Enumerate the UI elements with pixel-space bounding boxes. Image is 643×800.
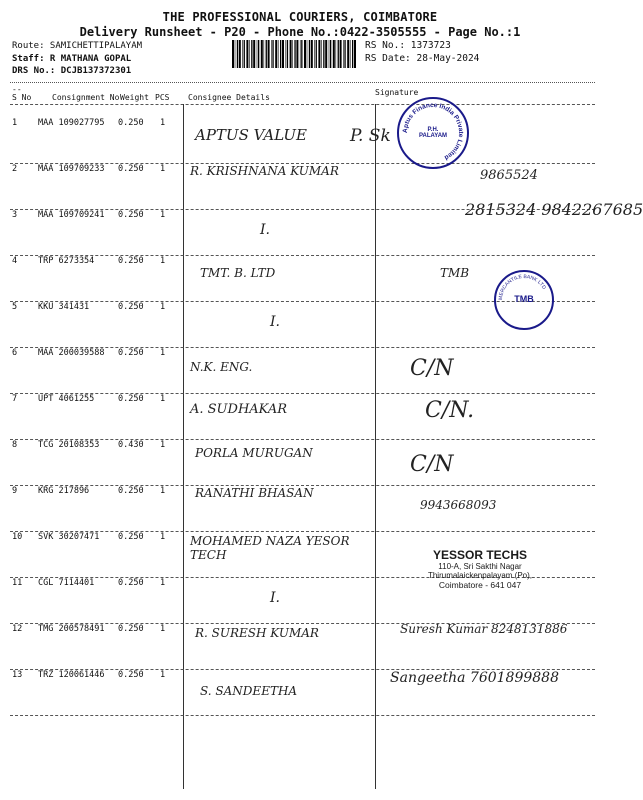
route-text: Route: SAMICHETTIPALAYAM <box>12 41 143 51</box>
barcode-bar <box>268 40 270 68</box>
barcode-bar <box>333 40 335 68</box>
aptus-stamp-center: P.H. PALAYAM <box>418 127 448 139</box>
weight-cell: 0.250 <box>118 302 144 312</box>
yessor-stamp-line2: 110-A, Sri Sakthi Nagar <box>438 562 522 571</box>
barcode-bar <box>272 40 273 68</box>
barcode-bar <box>300 40 301 68</box>
yessor-stamp-line3: Thirumalaickenpalayam (Po), <box>427 571 533 580</box>
column-header-separator <box>10 104 595 105</box>
tmb-stamp <box>494 270 554 330</box>
signature-handwriting: Suresh Kumar 8248131886 <box>400 622 568 636</box>
barcode-bar <box>290 40 292 68</box>
barcode-bar <box>296 40 298 68</box>
barcode-bar <box>311 40 313 68</box>
table-row <box>0 200 643 256</box>
aptus-stamp-ring-text: Aptus Finance India Private Limited <box>401 101 465 162</box>
signature-handwriting: 9865524 <box>480 168 538 183</box>
sno-cell: 2 <box>12 164 18 174</box>
pcs-cell: 1 <box>160 164 166 174</box>
weight-cell: 0.250 <box>118 486 144 496</box>
sno-cell: 1 <box>12 118 18 128</box>
pcs-cell: 1 <box>160 348 166 358</box>
table-row <box>0 348 600 394</box>
sno-cell: 10 <box>12 532 23 542</box>
barcode-bar <box>329 40 330 68</box>
consignee-handwriting: S. SANDEETHA <box>200 684 298 698</box>
sno-cell: 12 <box>12 624 23 634</box>
tmb-stamp-center: TMB <box>514 294 534 304</box>
barcode-bar <box>316 40 317 68</box>
barcode-bar <box>280 40 281 68</box>
barcode-bar <box>266 40 267 68</box>
aptus-stamp <box>397 97 469 169</box>
rs-date-text: RS Date: 28-May-2024 <box>365 52 480 64</box>
sno-cell: 3 <box>12 210 18 220</box>
row-divider <box>10 715 595 716</box>
weight-cell: 0.250 <box>118 210 144 220</box>
pcs-cell: 1 <box>160 118 166 128</box>
sno-cell: 13 <box>12 670 23 680</box>
yessor-stamp-name: YESSOR TECHS <box>432 548 528 562</box>
sno-cell: 6 <box>12 348 18 358</box>
col-header-pcs: PCS <box>155 93 170 102</box>
consignee-handwriting: A. SUDHAKAR <box>190 402 288 417</box>
barcode-bar <box>264 40 265 68</box>
barcode-bar <box>282 40 284 68</box>
table-row <box>0 670 600 716</box>
barcode-bar <box>242 40 243 68</box>
barcode-bar <box>235 40 236 68</box>
consignment-no-cell: KKU 341431 <box>38 302 90 312</box>
barcode-bar <box>350 40 351 68</box>
barcode-bar <box>261 40 263 68</box>
meta-left <box>12 40 142 78</box>
pcs-cell: 1 <box>160 440 166 450</box>
pcs-cell: 1 <box>160 578 166 588</box>
staff-text: Staff: R MATHANA GOPAL <box>12 53 132 64</box>
consignee-handwriting: MOHAMED NAZA YESOR TECH <box>190 534 350 562</box>
barcode-bar <box>292 40 293 68</box>
weight-cell: 0.430 <box>118 440 144 450</box>
table-row <box>0 118 600 164</box>
barcode-bar <box>336 40 337 68</box>
pcs-cell: 1 <box>160 394 166 404</box>
consignment-no-cell: UPT 4061255 <box>38 394 95 404</box>
dash-mark: -- <box>12 85 22 94</box>
consignment-no-cell: TMG 200578491 <box>38 624 105 634</box>
consignee-handwriting: I. <box>270 590 280 606</box>
yessor-stamp-line4: Coimbatore - 641 047 <box>438 580 522 590</box>
barcode-bar <box>244 40 245 68</box>
barcode-bar <box>275 40 277 68</box>
table-row <box>0 486 600 532</box>
signature-handwriting: C/N <box>410 356 454 381</box>
signature-handwriting: TMB <box>440 266 470 280</box>
consignee-handwriting: PORLA MURUGAN <box>195 446 313 460</box>
pcs-cell: 1 <box>160 302 166 312</box>
weight-cell: 0.250 <box>118 256 144 266</box>
sno-cell: 11 <box>12 578 23 588</box>
barcode-bar <box>314 40 315 68</box>
weight-cell: 0.250 <box>118 164 144 174</box>
barcode-bar <box>301 40 302 68</box>
consignment-no-cell: MAA 200039588 <box>38 348 105 358</box>
weight-cell: 0.250 <box>118 670 144 680</box>
company-title: THE PROFESSIONAL COURIERS, COIMBATORE <box>162 10 438 24</box>
weight-cell: 0.250 <box>118 118 144 128</box>
barcode-bar <box>307 40 308 68</box>
signature-handwriting: C/N <box>410 452 454 477</box>
pcs-cell: 1 <box>160 532 166 542</box>
barcode-bar <box>271 40 272 68</box>
yessor-stamp <box>415 548 545 590</box>
consignment-no-cell: SVK 30207471 <box>38 532 100 542</box>
sno-cell: 4 <box>12 256 18 266</box>
pcs-cell: 1 <box>160 210 166 220</box>
col-header-consignment: Consignment No <box>52 93 120 102</box>
barcode <box>232 40 357 68</box>
barcode-bar <box>309 40 310 68</box>
col-header-sno: S No <box>12 93 32 102</box>
barcode-bar <box>239 40 241 68</box>
barcode-bar <box>286 40 287 68</box>
drs-text: DRS No.: DCJB137372301 <box>12 66 132 76</box>
col-header-consignee: Consignee Details <box>188 93 270 102</box>
signature-handwriting: C/N. <box>425 398 475 423</box>
barcode-bar <box>344 40 345 68</box>
barcode-bar <box>325 40 327 68</box>
barcode-bar <box>354 40 356 68</box>
weight-cell: 0.250 <box>118 348 144 358</box>
weight-cell: 0.250 <box>118 624 144 634</box>
col-header-signature: Signature <box>375 88 419 97</box>
pcs-cell: 1 <box>160 256 166 266</box>
signature-handwriting: 9943668093 <box>420 498 497 512</box>
consignee-handwriting: APTUS VALUE <box>195 126 307 144</box>
meta-right <box>365 40 479 65</box>
col-header-weight: Weight <box>120 93 149 102</box>
weight-cell: 0.250 <box>118 578 144 588</box>
header-separator <box>10 82 595 83</box>
barcode-bar <box>340 40 342 68</box>
runsheet-subtitle: Delivery Runsheet - P20 - Phone No.:0422-3505555 - Page No.:1 <box>79 25 521 39</box>
rs-no-text: RS No.: 1373723 <box>365 40 451 51</box>
barcode-bar <box>347 40 349 68</box>
barcode-bar <box>257 40 258 68</box>
table-row <box>0 624 600 670</box>
barcode-bar <box>321 40 322 68</box>
consignment-no-cell: MAA 109027795 <box>38 118 105 128</box>
barcode-bar <box>318 40 320 68</box>
sno-cell: 7 <box>12 394 18 404</box>
barcode-bar <box>352 40 353 68</box>
barcode-bar <box>304 40 306 68</box>
consignment-no-cell: MAA 109709233 <box>38 164 105 174</box>
table-row <box>0 394 600 440</box>
table-row <box>0 440 600 486</box>
sno-cell: 5 <box>12 302 18 312</box>
barcode-bar <box>237 40 238 68</box>
barcode-bar <box>258 40 259 68</box>
barcode-bar <box>294 40 295 68</box>
pcs-cell: 1 <box>160 624 166 634</box>
barcode-bar <box>287 40 288 68</box>
consignee-handwriting: I. <box>270 314 280 330</box>
sno-cell: 8 <box>12 440 18 450</box>
signature-handwriting: 2815324 9842267685 <box>465 200 643 219</box>
consignee-handwriting: R. SURESH KUMAR <box>195 626 319 640</box>
consignment-no-cell: MAA 109709241 <box>38 210 105 220</box>
consignment-no-cell: CGL 7114401 <box>38 578 95 588</box>
barcode-bar <box>338 40 339 68</box>
pcs-cell: 1 <box>160 486 166 496</box>
signature-handwriting: Sangeetha 7601899888 <box>390 670 559 686</box>
consignee-handwriting: R. KRISHNANA KUMAR <box>190 164 339 178</box>
barcode-bar <box>246 40 248 68</box>
weight-cell: 0.250 <box>118 394 144 404</box>
weight-cell: 0.250 <box>118 532 144 542</box>
tmb-stamp-ring-text: MERCANTILE BANK LTD <box>497 273 547 301</box>
barcode-bar <box>343 40 344 68</box>
consignment-no-cell: TCG 20108353 <box>38 440 100 450</box>
barcode-bar <box>323 40 324 68</box>
consignee-handwriting: I. <box>260 222 270 238</box>
barcode-bar <box>278 40 279 68</box>
consignment-no-cell: TRP 6273354 <box>38 256 95 266</box>
pcs-cell: 1 <box>160 670 166 680</box>
consignee-handwriting: RANATHI BHASAN <box>195 486 314 500</box>
barcode-bar <box>249 40 250 68</box>
barcode-bar <box>330 40 331 68</box>
consignment-no-cell: TRZ 120061446 <box>38 670 105 680</box>
consignee-handwriting: N.K. ENG. <box>190 360 253 374</box>
consignment-no-cell: KRG 217896 <box>38 486 90 496</box>
consignee-handwriting: TMT. B. LTD <box>200 266 276 280</box>
barcode-bar <box>232 40 234 68</box>
barcode-bar <box>253 40 255 68</box>
signature-handwriting: P. Sk <box>350 126 391 146</box>
sno-cell: 9 <box>12 486 18 496</box>
barcode-bar <box>251 40 252 68</box>
